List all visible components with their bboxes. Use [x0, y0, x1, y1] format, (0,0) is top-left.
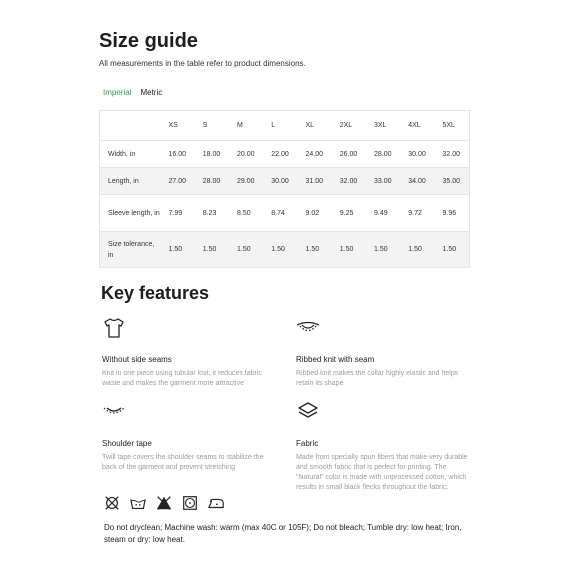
table-header-cell: XS: [168, 122, 178, 129]
table-cell: 1.50: [374, 246, 388, 253]
table-header-cell: M: [237, 122, 243, 129]
feature-name: Without side seams: [102, 355, 172, 364]
iron-low-icon: [207, 494, 225, 512]
table-cell: 1.50: [237, 246, 251, 253]
unit-tabs: [103, 88, 162, 97]
feature-name: Shoulder tape: [102, 439, 152, 448]
fabric-layers-icon: [296, 400, 320, 424]
feature-item: [296, 316, 471, 389]
page-title: Size guide: [99, 30, 198, 52]
collar-icon: [296, 316, 320, 340]
table-cell: 9.25: [339, 209, 354, 217]
shoulder-tape-icon: [102, 400, 126, 424]
feature-description: Twill tape covers the shoulder seams to stabilize the back of the garment and prevent stretching: [102, 454, 264, 471]
table-cell: 31.00: [305, 177, 324, 185]
tumble-dry-low-icon: [181, 494, 199, 512]
table-cell: 24.00: [305, 150, 324, 158]
tab-metric[interactable]: Metric: [140, 88, 163, 97]
table-cell: 7.99: [168, 209, 183, 217]
table-cell: 22.00: [271, 150, 289, 158]
table-cell: 29.00: [237, 177, 255, 185]
table-row: [100, 195, 470, 232]
table-header-cell: 4XL: [408, 122, 421, 129]
key-features-title: Key features: [101, 283, 210, 303]
table-cell: 9.96: [442, 209, 457, 217]
feature-item: [296, 400, 471, 493]
table-cell: 30.00: [408, 150, 426, 158]
table-header-cell: S: [202, 122, 208, 129]
no-dryclean-icon: [103, 494, 121, 512]
feature-name: Ribbed knit with seam: [296, 355, 375, 364]
table-cell: 8.23: [202, 209, 217, 217]
table-cell: 27.00: [168, 177, 187, 185]
table-cell: 1.50: [339, 246, 354, 253]
table-cell: 1.50: [271, 246, 285, 253]
table-header-cell: 2XL: [339, 122, 353, 129]
table-row: [100, 232, 470, 268]
tab-imperial[interactable]: Imperial: [103, 88, 132, 97]
table-header-cell: [100, 111, 161, 141]
table-cell: 28.00: [202, 177, 221, 185]
table-cell: 26.00: [339, 150, 358, 158]
table-row: [100, 168, 470, 195]
feature-description: Knit in one piece using tubular knit, it reduces fabric waste and makes the garment more attractive: [102, 370, 262, 387]
machine-wash-icon: [129, 494, 147, 512]
table-cell: 33.00: [374, 177, 392, 185]
table-row: [100, 141, 470, 168]
table-header-cell: 3XL: [374, 122, 387, 129]
table-cell: 1.50: [408, 246, 422, 253]
table-header-cell: 5XL: [442, 122, 455, 129]
row-label: Sleeve length, in: [108, 209, 160, 217]
table-cell: 16.00: [168, 150, 187, 158]
table-cell: 9.72: [408, 209, 422, 217]
feature-item: [102, 316, 277, 389]
table-cell: 32.00: [442, 150, 461, 158]
row-label: Length, in: [108, 177, 139, 185]
page-subtitle: All measurements in the table refer to product dimensions.: [99, 59, 306, 68]
table-header-cell: XL: [305, 122, 315, 129]
no-bleach-icon: [155, 494, 173, 512]
row-label: Width, in: [108, 150, 136, 158]
table-cell: 9.49: [374, 209, 388, 217]
table-cell: 20.00: [237, 150, 255, 158]
table-cell: 35.00: [442, 177, 461, 185]
table-cell: 1.50: [168, 246, 183, 253]
feature-name: Fabric: [296, 439, 319, 448]
table-cell: 28.00: [374, 150, 392, 158]
feature-description: Ribbed knit makes the collar highly elastic and helps retain its shape: [296, 370, 459, 387]
feature-description: Made from specially spun fibers that make very durable and smooth fabric that is perfect for printing. The "Natural" color is made with unprocessed cotton, which results in small black flecks throughout the fabric.: [296, 454, 468, 491]
size-table: [99, 110, 470, 268]
table-cell: 1.50: [202, 246, 217, 253]
table-cell: 9.02: [305, 209, 320, 217]
table-cell: 1.50: [305, 246, 320, 253]
feature-item: [102, 400, 277, 473]
tshirt-icon: [102, 316, 126, 340]
table-cell: 1.50: [442, 246, 457, 253]
table-cell: 30.00: [271, 177, 289, 185]
care-icons: [103, 494, 225, 512]
table-cell: 32.00: [339, 177, 358, 185]
table-cell: 34.00: [408, 177, 426, 185]
table-header-row: [100, 111, 470, 141]
row-label: Size tolerance, in: [108, 240, 155, 259]
table-cell: 18.00: [202, 150, 221, 158]
table-header-cell: L: [271, 122, 276, 129]
table-cell: 8.50: [237, 209, 251, 217]
care-instructions: Do not dryclean; Machine wash: warm (max 40C or 105F); Do not bleach; Tumble dry: low heat; Iron, steam or dry: low heat.: [104, 523, 462, 544]
table-cell: 8.74: [271, 209, 285, 217]
